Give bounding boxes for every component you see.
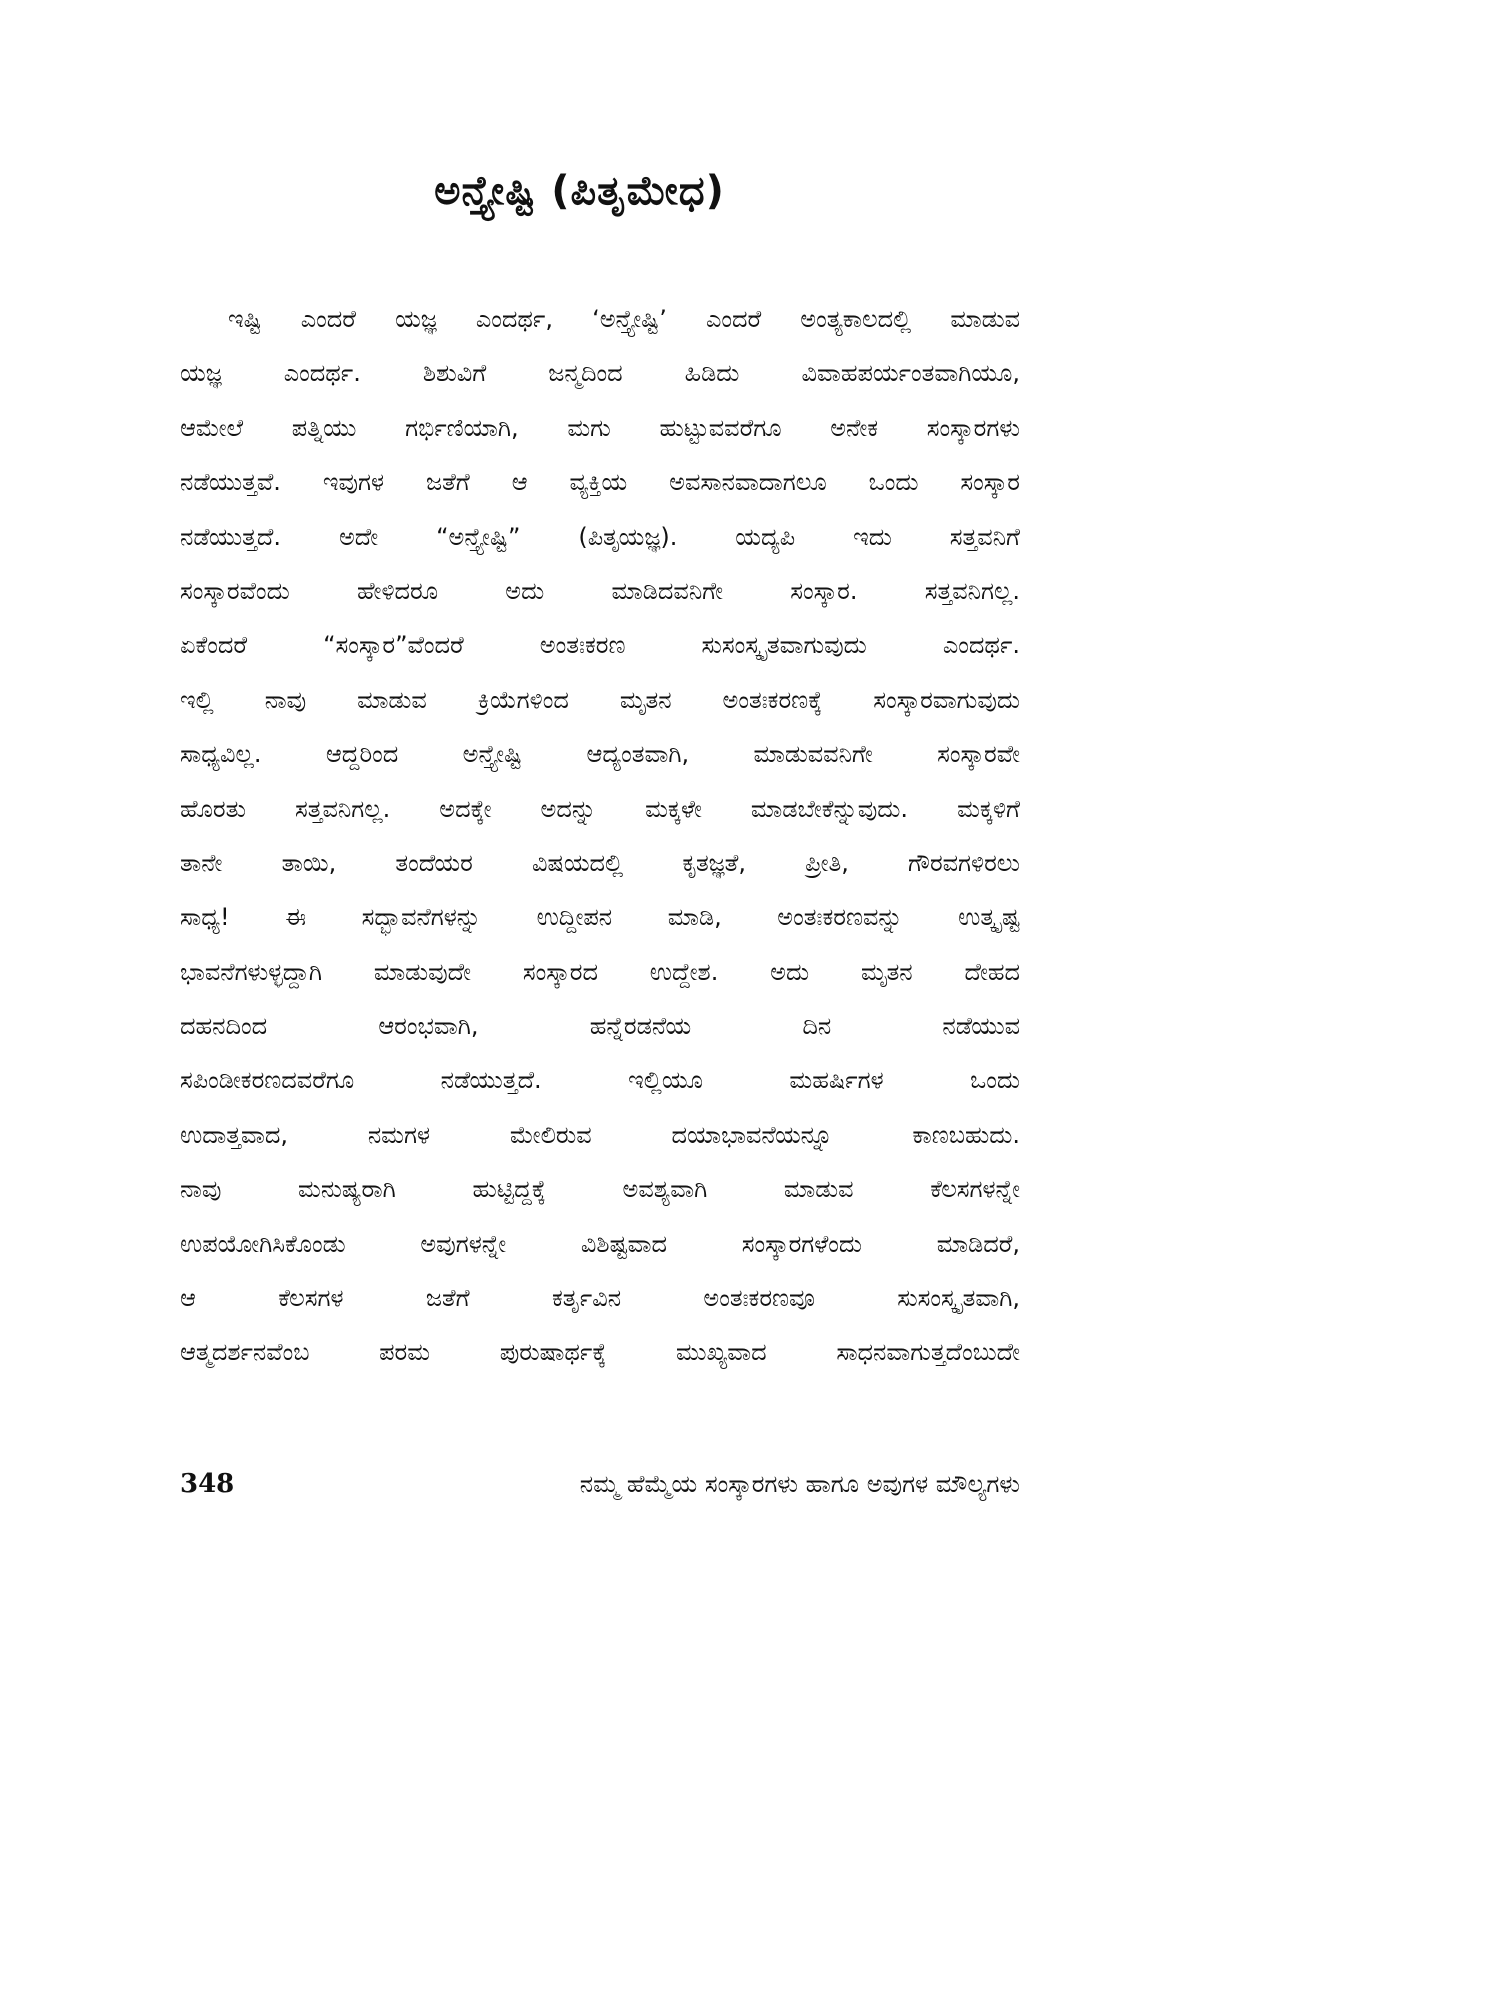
text-line: ಉಪಯೋಗಿಸಿಕೊಂಡು ಅವುಗಳನ್ನೇ ವಿಶಿಷ್ಟವಾದ ಸಂಸ್ಕಾರಗಳೆಂದು ಮಾಡಿದರೆ, — [180, 1229, 1020, 1258]
chapter-title: ಅನ್ತ್ಯೇಷ್ಟಿ (ಪಿತೃಮೇಧ) — [434, 168, 725, 214]
text-line: ತಾನೇ ತಾಯಿ, ತಂದೆಯರ ವಿಷಯದಲ್ಲಿ ಕೃತಜ್ಞತೆ, ಪ್ರೀತಿ, ಗೌರವಗಳಿರಲು — [180, 848, 1020, 877]
running-title: ನಮ್ಮ ಹೆಮ್ಮೆಯ ಸಂಸ್ಕಾರಗಳು ಹಾಗೂ ಅವುಗಳ ಮೌಲ್ಯಗಳು — [579, 1470, 1020, 1498]
text-line: ಉದಾತ್ತವಾದ, ನಮಗಳ ಮೇಲಿರುವ ದಯಾಭಾವನೆಯನ್ನೂ ಕಾಣಬಹುದು. — [180, 1120, 1020, 1149]
text-line: ಸಾಧ್ಯ! ಈ ಸದ್ಭಾವನೆಗಳನ್ನು ಉದ್ದೀಪನ ಮಾಡಿ, ಅಂತಃಕರಣವನ್ನು ಉತ್ಕೃಷ್ಟ — [180, 903, 1020, 932]
body-paragraph — [180, 292, 1020, 1380]
text-line: ಹೊರತು ಸತ್ತವನಿಗಲ್ಲ. ಅದಕ್ಕೇ ಅದನ್ನು ಮಕ್ಕಳೇ ಮಾಡಬೇಕೆನ್ನುವುದು. ಮಕ್ಕಳಿಗೆ — [180, 794, 1020, 823]
text-line: ದಹನದಿಂದ ಆರಂಭವಾಗಿ, ಹನ್ನೆರಡನೆಯ ದಿನ ನಡೆಯುವ — [180, 1012, 1020, 1041]
text-line: ಭಾವನೆಗಳುಳ್ಳದ್ದಾಗಿ ಮಾಡುವುದೇ ಸಂಸ್ಕಾರದ ಉದ್ದೇಶ. ಅದು ಮೃತನ ದೇಹದ — [180, 957, 1020, 986]
text-line: ಆ ಕೆಲಸಗಳ ಜತೆಗೆ ಕರ್ತೃವಿನ ಅಂತಃಕರಣವೂ ಸುಸಂಸ್ಕೃತವಾಗಿ, — [180, 1284, 1020, 1313]
text-line: ನಡೆಯುತ್ತದೆ. ಅದೇ “ಅನ್ತ್ಯೇಷ್ಟಿ” (ಪಿತೃಯಜ್ಞ). ಯದ್ಯಪಿ ಇದು ಸತ್ತವನಿಗೆ — [180, 522, 1020, 551]
text-line: ಸಪಿಂಡೀಕರಣದವರೆಗೂ ನಡೆಯುತ್ತದೆ. ಇಲ್ಲಿಯೂ ಮಹರ್ಷಿಗಳ ಒಂದು — [180, 1066, 1020, 1095]
page-footer — [180, 1464, 1020, 1504]
text-line: ಇಲ್ಲಿ ನಾವು ಮಾಡುವ ಕ್ರಿಯೆಗಳಿಂದ ಮೃತನ ಅಂತಃಕರಣಕ್ಕೆ ಸಂಸ್ಕಾರವಾಗುವುದು — [180, 685, 1020, 714]
text-line: ಆತ್ಮದರ್ಶನವೆಂಬ ಪರಮ ಪುರುಷಾರ್ಥಕ್ಕೆ ಮುಖ್ಯವಾದ ಸಾಧನವಾಗುತ್ತದೆಂಬುದೇ — [180, 1338, 1020, 1367]
text-line: ಇಷ್ಟಿ ಎಂದರೆ ಯಜ್ಞ ಎಂದರ್ಥ, ‘ಅನ್ತ್ಯೇಷ್ಟಿ’ ಎಂದರೆ ಅಂತ್ಯಕಾಲದಲ್ಲಿ ಮಾಡುವ — [228, 305, 1020, 333]
text-line: ಸಂಸ್ಕಾರವೆಂದು ಹೇಳಿದರೂ ಅದು ಮಾಡಿದವನಿಗೇ ಸಂಸ್ಕಾರ. ಸತ್ತವನಿಗಲ್ಲ. — [180, 576, 1020, 605]
text-line: ಏಕೆಂದರೆ “ಸಂಸ್ಕಾರ”ವೆಂದರೆ ಅಂತಃಕರಣ ಸುಸಂಸ್ಕೃತವಾಗುವುದು ಎಂದರ್ಥ. — [180, 631, 1020, 660]
text-line: ಆಮೇಲೆ ಪತ್ನಿಯು ಗರ್ಭಿಣಿಯಾಗಿ, ಮಗು ಹುಟ್ಟುವವರೆಗೂ ಅನೇಕ ಸಂಸ್ಕಾರಗಳು — [180, 413, 1020, 442]
text-line: ನಡೆಯುತ್ತವೆ. ಇವುಗಳ ಜತೆಗೆ ಆ ವ್ಯಕ್ತಿಯ ಅವಸಾನವಾದಾಗಲೂ ಒಂದು ಸಂಸ್ಕಾರ — [180, 468, 1020, 497]
text-line: ಯಜ್ಞ ಎಂದರ್ಥ. ಶಿಶುವಿಗೆ ಜನ್ಮದಿಂದ ಹಿಡಿದು ವಿವಾಹಪರ್ಯಂತವಾಗಿಯೂ, — [180, 359, 1020, 388]
text-line: ನಾವು ಮನುಷ್ಯರಾಗಿ ಹುಟ್ಟಿದ್ದಕ್ಕೆ ಅವಶ್ಯವಾಗಿ ಮಾಡುವ ಕೆಲಸಗಳನ್ನೇ — [180, 1175, 1020, 1204]
page-number: 348 — [180, 1469, 235, 1499]
text-line: ಸಾಧ್ಯವಿಲ್ಲ. ಆದ್ದರಿಂದ ಅನ್ತ್ಯೇಷ್ಟಿ ಆದ್ಯಂತವಾಗಿ, ಮಾಡುವವನಿಗೇ ಸಂಸ್ಕಾರವೇ — [180, 740, 1020, 769]
